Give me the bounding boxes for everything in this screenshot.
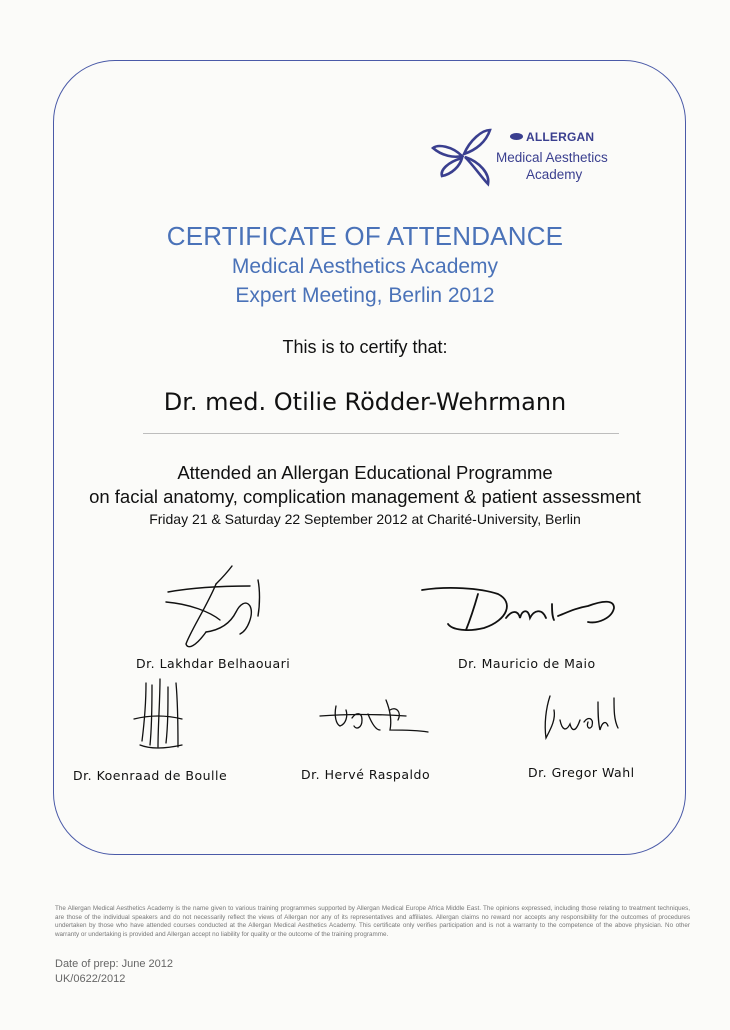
- signature-de-maio: [418, 580, 623, 640]
- allergan-brand: [510, 130, 594, 144]
- date-of-prep: Date of prep: June 2012: [55, 958, 174, 970]
- reference-code: UK/0622/2012: [55, 973, 126, 985]
- certify-text: This is to certify that:: [282, 337, 448, 357]
- allergan-logo: [430, 124, 630, 188]
- signature-de-boulle: [130, 675, 190, 755]
- certificate-subtitle-event: Expert Meeting, Berlin 2012: [235, 284, 495, 307]
- certificate-subtitle-academy: Medical Aesthetics Academy: [231, 255, 499, 278]
- attended-line-2: on facial anatomy, complication management & patient assessment: [89, 486, 641, 507]
- signatory-name-de-boulle: Dr. Koenraad de Boulle: [73, 768, 228, 783]
- academy-name-line1: Medical Aesthetics: [496, 150, 608, 165]
- academy-name-line2: Academy: [526, 167, 583, 182]
- signatory-name-raspaldo: Dr. Hervé Raspaldo: [301, 767, 431, 782]
- name-underline: [143, 433, 619, 434]
- recipient-name: Dr. med. Otilie Rödder-Wehrmann: [163, 388, 567, 416]
- butterfly-logo-icon: [430, 124, 500, 188]
- signatory-name-belhaouari: Dr. Lakhdar Belhaouari: [136, 656, 291, 671]
- attended-line-1: Attended an Allergan Educational Programme: [177, 462, 553, 483]
- signature-raspaldo: [316, 690, 436, 740]
- footer-disclaimer: The Allergan Medical Aesthetics Academy is the name given to various training programmes supported by Allergan Medical Europe Africa Middle East. The opinions expressed, including those relating to treatment techniques, are those of the individual speakers and do not necessarily reflect the views of Allergan nor any of its representatives and affiliates. Allergan claims no reward nor accepts any responsibility for the outcomes of procedures undertaken by those who have attended courses conducted at the Allergan Medical Aesthetics Academy. This certificate only verifies participation and is not a warranty to the competence of the above physician. No other warranty or undertaking is provided and Allergan accept no liability for quality or the outcome of the training programme.: [55, 905, 690, 938]
- certificate-title: CERTIFICATE OF ATTENDANCE: [166, 221, 564, 251]
- signatory-name-wahl: Dr. Gregor Wahl: [528, 765, 635, 780]
- allergan-dot-icon: [510, 133, 523, 140]
- dates-location: Friday 21 & Saturday 22 September 2012 at Charité-University, Berlin: [149, 511, 581, 527]
- signature-wahl: [540, 690, 630, 745]
- signatory-name-de-maio: Dr. Mauricio de Maio: [458, 656, 596, 671]
- brand-text: ALLERGAN: [526, 130, 595, 144]
- signature-belhaouari: [160, 560, 280, 655]
